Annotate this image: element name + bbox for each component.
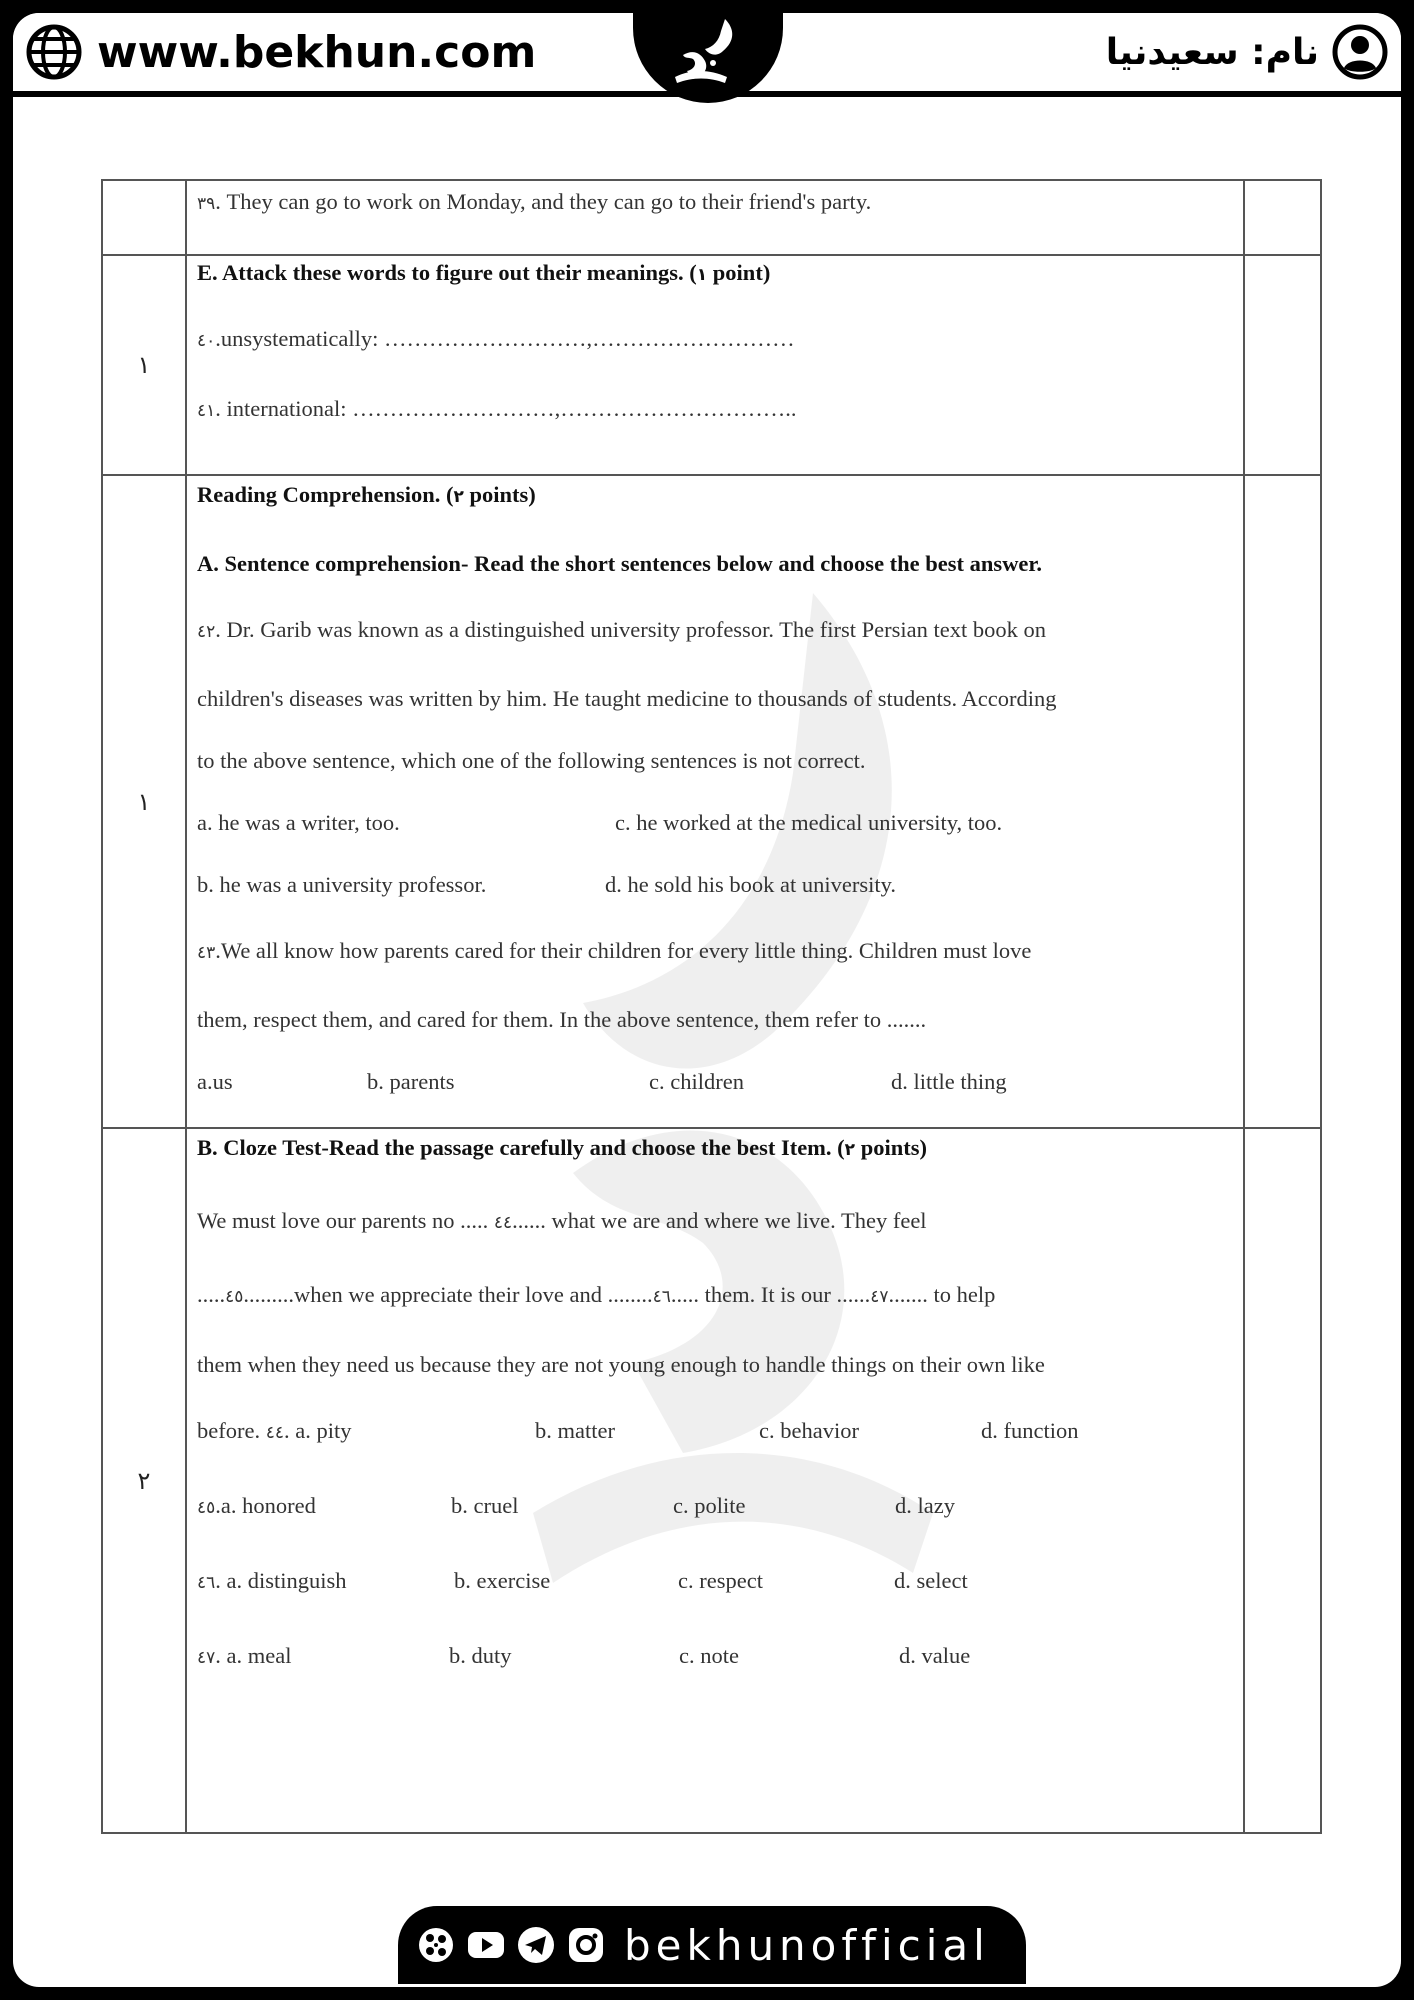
empty-cell: [1245, 256, 1318, 474]
section-heading: Reading Comprehension. (٢ points): [197, 482, 536, 507]
question-cell: [187, 256, 1245, 474]
option: d. lazy: [895, 1493, 955, 1518]
option: ٤٦. a. distinguish: [197, 1568, 347, 1593]
option: d. select: [894, 1568, 968, 1593]
page-frame: [13, 13, 1401, 1987]
table-row: [103, 1129, 1320, 1832]
table-row: [103, 256, 1320, 476]
option: a. he was a writer, too.: [197, 810, 400, 835]
options-row: [197, 1068, 1233, 1096]
instagram-icon[interactable]: [566, 1925, 606, 1965]
option: b. cruel: [451, 1493, 519, 1518]
option: d. he sold his book at university.: [605, 872, 897, 897]
logo-icon: [665, 13, 751, 91]
option: a.us: [197, 1069, 233, 1094]
section-subheading: A. Sentence comprehension- Read the short sentences below and choose the best answer.: [197, 551, 1042, 576]
name-text: نام: سعیدنیا: [1105, 31, 1319, 73]
website-text: www.bekhun.com: [97, 26, 537, 78]
logo-tab: [633, 13, 783, 103]
option: c. respect: [678, 1568, 763, 1593]
options-row: [197, 1642, 1233, 1672]
passage-line: .....٤٥.........when we appreciate their love and ........٤٦..... them. It is our ......٤٧....... to help: [197, 1282, 996, 1307]
score-cell: [103, 181, 187, 254]
table-row: [103, 476, 1320, 1129]
option: ٤٥.a. honored: [197, 1493, 316, 1518]
telegram-icon[interactable]: [516, 1925, 556, 1965]
options-row: [197, 871, 1233, 899]
youtube-icon[interactable]: [466, 1925, 506, 1965]
option: b. matter: [535, 1418, 615, 1443]
option: c. he worked at the medical university, too.: [615, 810, 1003, 835]
option: b. duty: [449, 1643, 512, 1668]
option: b. parents: [367, 1069, 455, 1094]
options-row: [197, 809, 1233, 837]
header-bar: [13, 13, 1401, 97]
question-cell: [187, 181, 1245, 254]
question-text: to the above sentence, which one of the following sentences is not correct.: [197, 748, 866, 773]
logo: [661, 13, 755, 92]
section-heading: B. Cloze Test-Read the passage carefully and choose the best Item. (٢ points): [197, 1135, 927, 1160]
question-text: them, respect them, and cared for them. In the above sentence, them refer to .......: [197, 1007, 927, 1032]
question-43: ٤٣.We all know how parents cared for their children for every little thing. Children must love: [197, 938, 1032, 963]
social-footer: [398, 1906, 1026, 1984]
social-handle: bekhunofficial: [624, 1920, 990, 1970]
score-cell: ١: [103, 476, 187, 1127]
option: before. ٤٤. a. pity: [197, 1418, 352, 1443]
section-heading: E. Attack these words to figure out their meanings. (١ point): [197, 260, 771, 285]
option: d. little thing: [891, 1069, 1007, 1094]
question-42: ٤٢. Dr. Garib was known as a distinguished university professor. The first Persian text book on: [197, 617, 1046, 642]
option: c. children: [649, 1069, 744, 1094]
exam-table: [101, 179, 1322, 1834]
question-39: ٣٩. They can go to work on Monday, and they can go to their friend's party.: [197, 189, 872, 214]
aparat-icon[interactable]: [416, 1925, 456, 1965]
option: c. behavior: [759, 1418, 859, 1443]
question-text: children's diseases was written by him. He taught medicine to thousands of students. According: [197, 686, 1057, 711]
options-row: [197, 1492, 1233, 1522]
empty-cell: [1245, 476, 1318, 1127]
option: ٤٧. a. meal: [197, 1643, 292, 1668]
passage-line: We must love our parents no ..... ٤٤...... what we are and where we live. They feel: [197, 1208, 927, 1233]
options-row: [197, 1417, 1233, 1447]
option: b. exercise: [454, 1568, 551, 1593]
passage-line: them when they need us because they are not young enough to handle things on their own like: [197, 1352, 1045, 1377]
question-cell: [187, 476, 1245, 1127]
empty-cell: [1245, 1129, 1318, 1832]
option: b. he was a university professor.: [197, 872, 487, 897]
score-cell: ٢: [103, 1129, 187, 1832]
user-icon: [1331, 23, 1389, 81]
student-name: [1106, 21, 1389, 83]
table-row: [103, 181, 1320, 256]
question-cell: [187, 1129, 1245, 1832]
option: d. function: [981, 1418, 1079, 1443]
empty-cell: [1245, 181, 1318, 254]
option: c. polite: [673, 1493, 746, 1518]
website-link[interactable]: [25, 21, 536, 83]
question-41: ٤١. international: ………………………,…………………………..: [197, 396, 797, 421]
globe-icon: [25, 23, 83, 81]
options-row: [197, 1567, 1233, 1597]
option: d. value: [899, 1643, 971, 1668]
score-cell: ١: [103, 256, 187, 474]
option: c. note: [679, 1643, 739, 1668]
question-40: ٤٠.unsystematically: ………………………,………………………: [197, 326, 795, 351]
